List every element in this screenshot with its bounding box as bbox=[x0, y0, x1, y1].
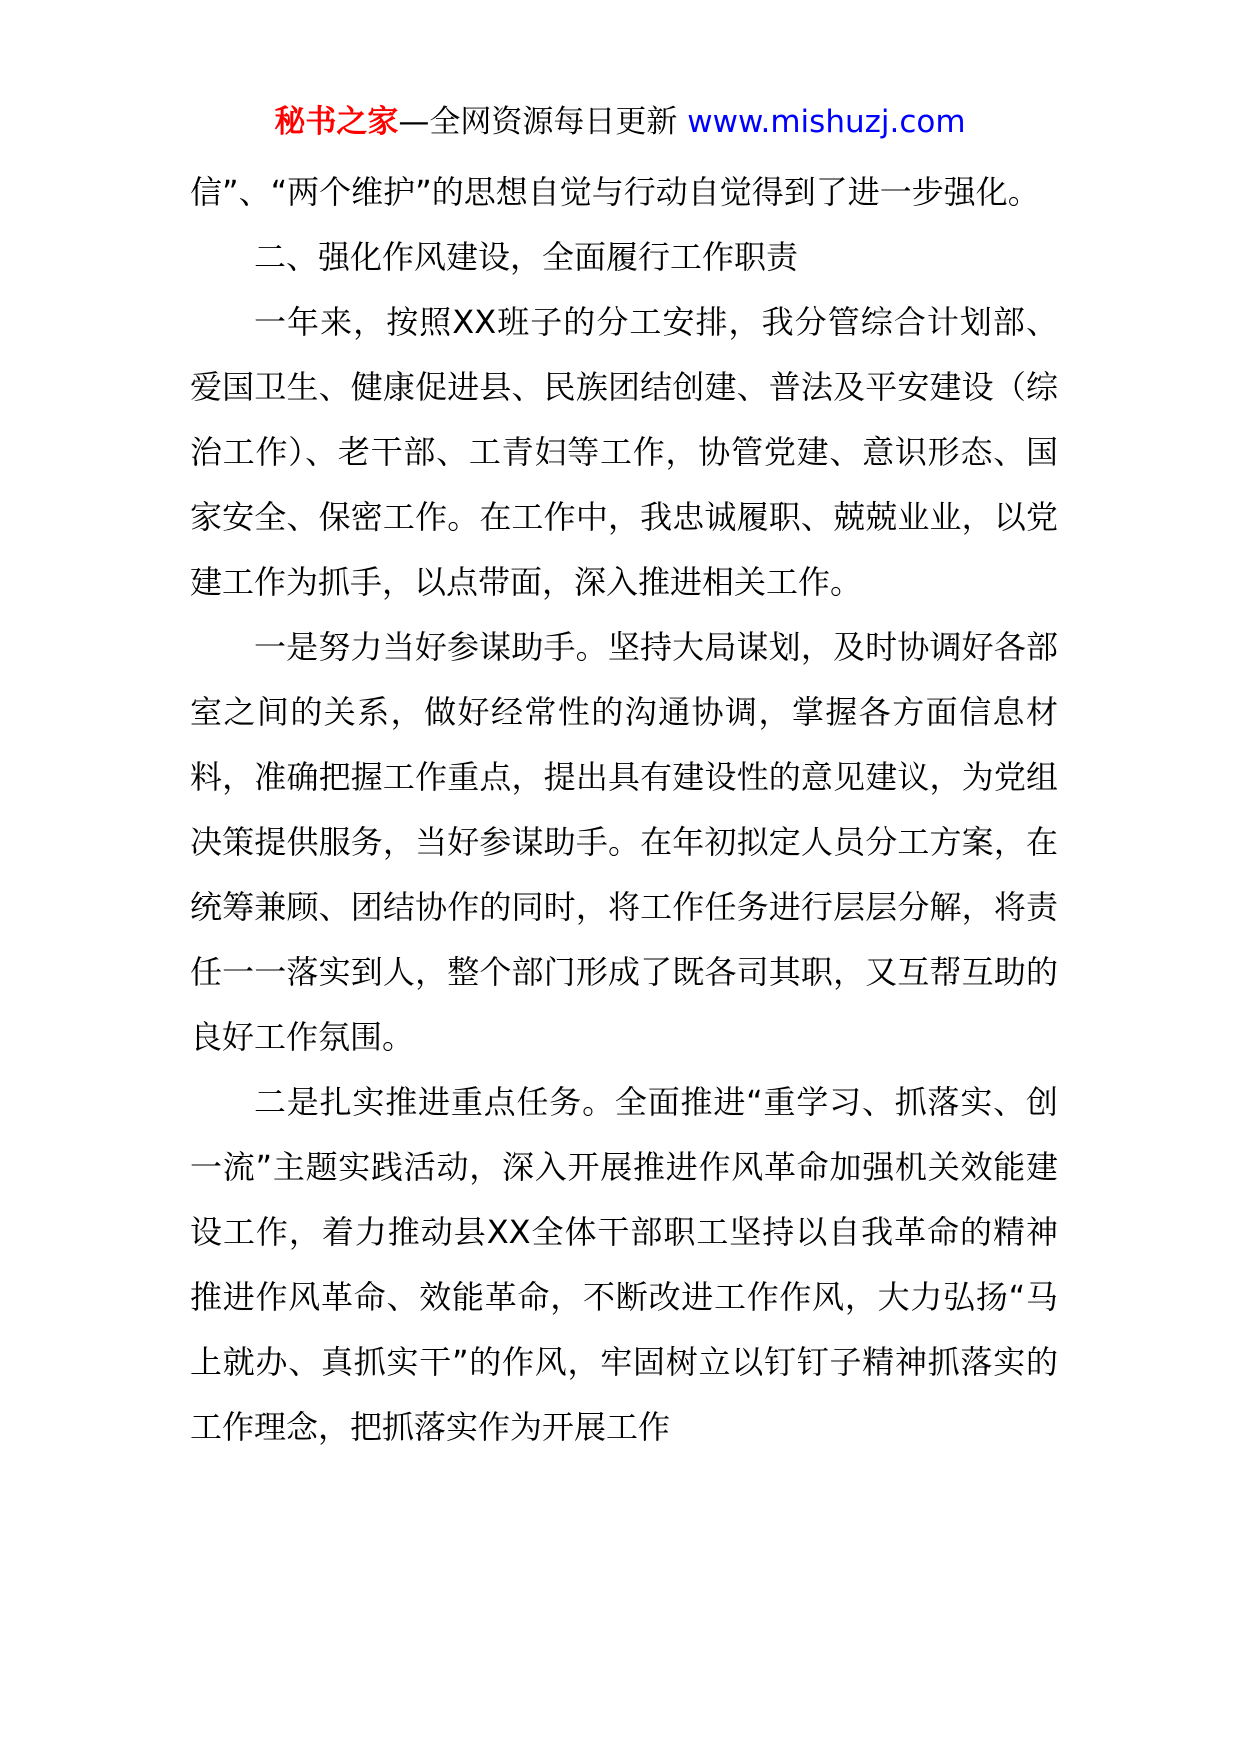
document-body bbox=[190, 160, 1058, 1460]
paragraph-continuation: 信”、“两个维护”的思想自觉与行动自觉得到了进一步强化。 bbox=[190, 173, 1040, 211]
header-tagline: —全网资源每日更新 bbox=[398, 104, 678, 140]
paragraph-key-tasks: 二是扎实推进重点任务。全面推进“重学习、抓落实、创一流”主题实践活动，深入开展推进作风革命加强机关效能建设工作，着力推动县XX全体干部职工坚持以自我革命的精神推进作风革命、效能革命，不断改进工作作风，大力弘扬“马上就办、真抓实干”的作风，牢固树立以钉钉子精神抓落实的工作理念，把抓落实作为开展工作 bbox=[190, 1083, 1058, 1446]
brand-name: 秘书之家 bbox=[274, 104, 399, 140]
site-url[interactable]: www.mishuzj.com bbox=[687, 104, 966, 140]
paragraph-responsibilities: 一年来，按照XX班子的分工安排，我分管综合计划部、爱国卫生、健康促进县、民族团结创建、普法及平安建设（综治工作）、老干部、工青妇等工作，协管党建、意识形态、国家安全、保密工作。在工作中，我忠诚履职、兢兢业业，以党建工作为抓手，以点带面，深入推进相关工作。 bbox=[190, 303, 1058, 601]
site-header bbox=[0, 100, 1240, 144]
paragraph-advisor-role: 一是努力当好参谋助手。坚持大局谋划，及时协调好各部室之间的关系，做好经常性的沟通协调，掌握各方面信息材料，准确把握工作重点，提出具有建设性的意见建议，为党组决策提供服务，当好参谋助手。在年初拟定人员分工方案，在统筹兼顾、团结协作的同时，将工作任务进行层层分解，将责任一一落实到人，整个部门形成了既各司其职，又互帮互助的良好工作氛围。 bbox=[190, 628, 1058, 1056]
section-heading: 二、强化作风建设，全面履行工作职责 bbox=[254, 238, 799, 276]
